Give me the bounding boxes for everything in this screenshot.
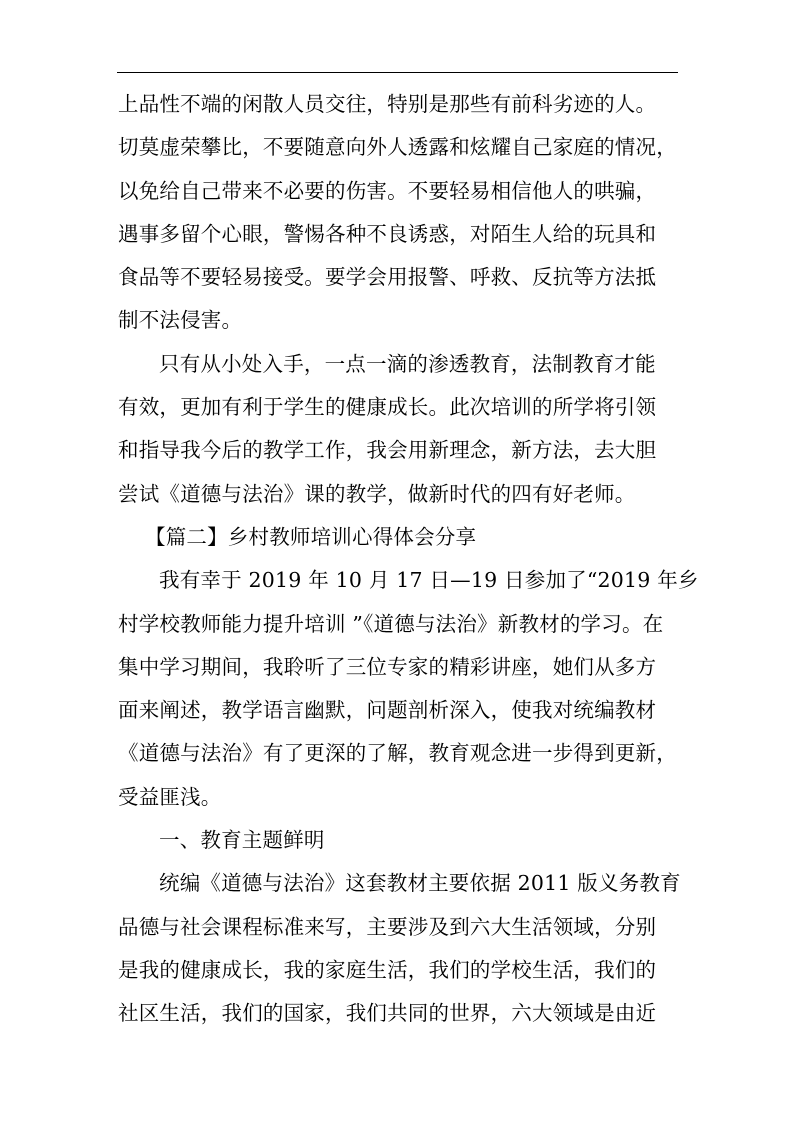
text-line: 制不法侵害。 (118, 308, 243, 333)
document-body (118, 83, 699, 1036)
text-line: 村学校教师能力提升培训 ”《道德与法治》新教材的学习。在 (118, 611, 664, 636)
header-rule (117, 72, 678, 73)
section-heading: 【篇二】乡村教师培训心得体会分享 (145, 524, 477, 549)
text-line: 切莫虚荣攀比，不要随意向外人透露和炫耀自己家庭的情况， (118, 135, 677, 160)
text-line: 受益匪浅。 (118, 784, 222, 809)
text-line: 尝试《道德与法治》课的教学，做新时代的四有好老师。 (118, 481, 636, 506)
paragraph-start-line: 只有从小处入手，一点一滴的渗透教育，法制教育才能 (159, 351, 656, 376)
text-line: 是我的健康成长，我的家庭生活，我们的学校生活，我们的 (118, 957, 657, 982)
text-line: 和指导我今后的教学工作，我会用新理念，新方法，去大胆 (118, 438, 657, 463)
text-line: 社区生活，我们的国家，我们共同的世界，六大领域是由近 (118, 1001, 657, 1026)
subsection-heading: 一、教育主题鲜明 (159, 828, 325, 853)
text-line: 遇事多留个心眼，警惕各种不良诱惑，对陌生人给的玩具和 (118, 221, 657, 246)
text-line: 品德与社会课程标准来写，主要涉及到六大生活领域，分别 (118, 914, 657, 939)
text-line: 集中学习期间，我聆听了三位专家的精彩讲座，她们从多方 (118, 654, 657, 679)
paragraph-start-line: 统编《道德与法治》这套教材主要依据 2011 版义务教育 (159, 871, 681, 896)
text-line: 食品等不要轻易接受。要学会用报警、呼救、反抗等方法抵 (118, 265, 657, 290)
text-line: 面来阐述，教学语言幽默，问题剖析深入，使我对统编教材 (118, 698, 657, 723)
text-line: 上品性不端的闲散人员交往，特别是那些有前科劣迹的人。 (118, 92, 657, 116)
text-line: 以免给自己带来不必要的伤害。不要轻易相信他人的哄骗， (118, 178, 657, 203)
paragraph-start-line: 我有幸于 2019 年 10 月 17 日—19 日参加了“2019 年乡 (159, 568, 699, 593)
text-line: 有效，更加有利于学生的健康成长。此次培训的所学将引领 (118, 395, 657, 420)
text-line: 《道德与法治》有了更深的了解，教育观念进一步得到更新， (118, 741, 677, 766)
